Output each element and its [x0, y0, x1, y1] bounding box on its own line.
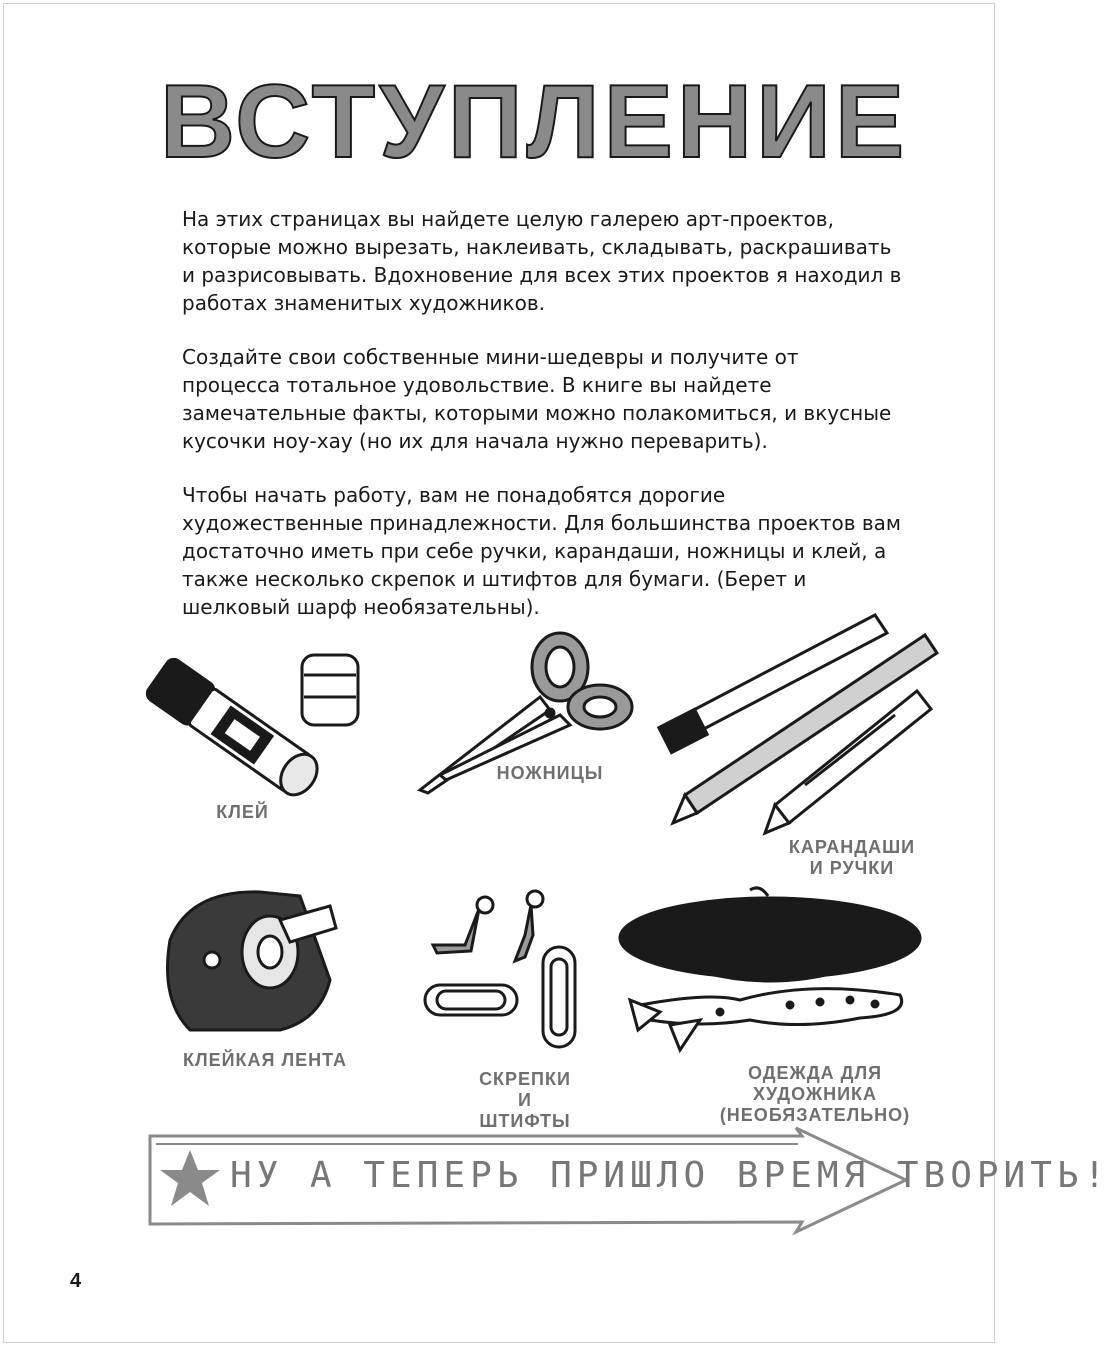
clips-label-line1: СКРЕПКИ И [479, 1069, 571, 1110]
pencils-label [782, 837, 922, 879]
clips-label [470, 1069, 580, 1132]
intro-paragraph-3: Чтобы начать работу, вам не понадобятся дорогие художественные принадлежности. Для большинства проектов вам достаточно иметь при себе ручки, карандаши, ножницы и клей, а также несколько скрепок и штифтов для бумаги. (Берет и шелковый шарф необязательны). [182, 483, 902, 619]
clothes-label-line2: ХУДОЖНИКА [752, 1084, 878, 1104]
pencils-label-line2: И РУЧКИ [809, 858, 895, 878]
scissors-label: НОЖНИЦЫ [496, 763, 604, 783]
pencils-pens-illustration [655, 605, 945, 840]
clothes-label [715, 1063, 915, 1126]
tape-label: КЛЕЙКАЯ ЛЕНТА [183, 1050, 347, 1070]
tape-dispenser-illustration [150, 880, 350, 1040]
page-number: 4 [70, 1270, 82, 1292]
clothes-label-line3: (НЕОБЯЗАТЕЛЬНО) [719, 1105, 911, 1125]
pencils-label-line1: КАРАНДАШИ [788, 837, 916, 857]
intro-paragraph-2: Создайте свои собственные мини-шедевры и получите от процесса тотальное удовольствие. В книге вы найдете замечательные факты, которыми можно полакомиться, и вкусные кусочки ноу-хау (но их для начала нужно переварить). [182, 345, 892, 453]
clips-fasteners-illustration [415, 885, 595, 1055]
intro-paragraph-1: На этих страницах вы найдете целую галерею арт-проектов, которые можно вырезать, наклеивать, складывать, раскрашивать и разрисовывать. Вдохновение для всех этих проектов я находил в работах знаменитых художников. [182, 207, 902, 315]
clothes-label-line1: ОДЕЖДА ДЛЯ [747, 1063, 883, 1083]
beret-scarf-illustration [610, 880, 930, 1055]
star-icon [158, 1148, 222, 1208]
banner-text: НУ А ТЕПЕРЬ ПРИШЛО ВРЕМЯ ТВОРИТЬ! [230, 1155, 1110, 1196]
glue-stick-illustration [140, 645, 370, 815]
glue-label: КЛЕЙ [216, 802, 269, 822]
clips-label-line2: ШТИФТЫ [479, 1111, 571, 1131]
page-title: ВСТУПЛЕНИЕ [160, 64, 909, 180]
